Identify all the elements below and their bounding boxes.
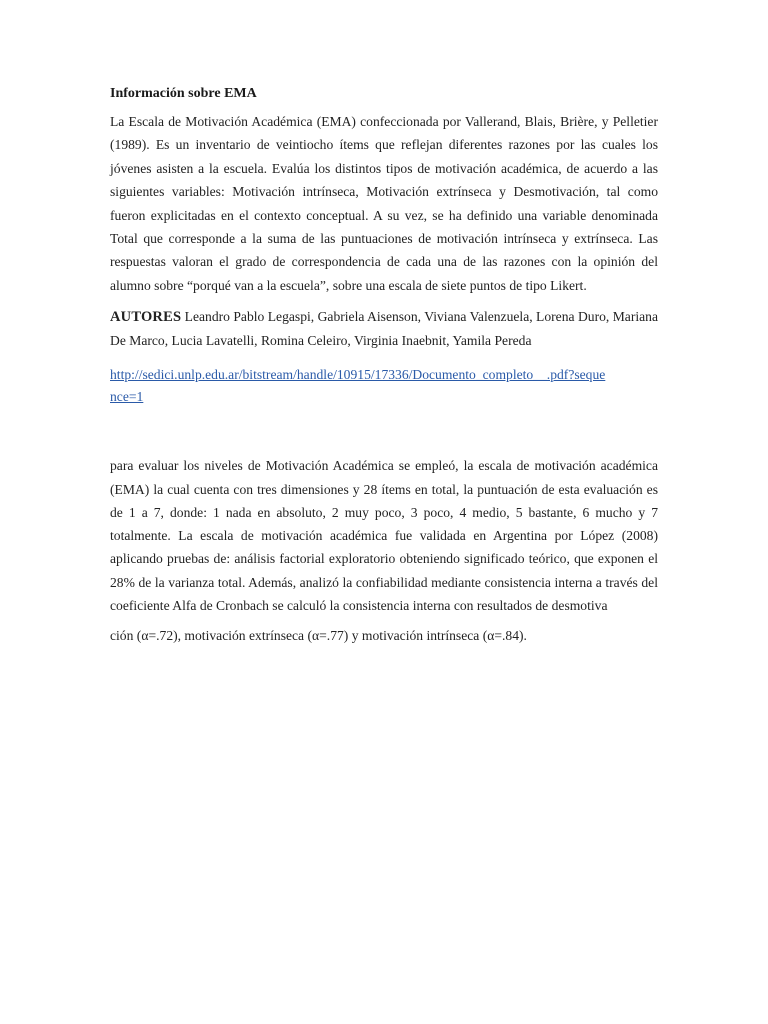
blank-space: [110, 408, 658, 454]
reliability-line: ción (α=.72), motivación extrínseca (α=.77) y motivación intrínseca (α=.84).: [110, 628, 527, 644]
evaluation-paragraph: para evaluar los niveles de Motivación Académica se empleó, la escala de motivación académica (EMA) la cual cuenta con tres dimensiones y 28 ítems en total, la puntuación de esta evaluación es de 1 a 7, donde: 1 nada en absoluto, 2 muy poco, 3 poco, 4 medio, 5 bastante, 6 mucho y 7 totalmente. La escala de motivación académica fue validada en Argentina por López (2008) aplicando pruebas de: análisis factorial exploratorio obteniendo significado teórico, que exponen el 28% de la varianza total. Además, analizó la confiabilidad mediante consistencia interna a través del coeficiente Alfa de Cronbach se calculó la consistencia interna con resultados de desmotiva: [110, 458, 658, 614]
authors-list: Leandro Pablo Legaspi, Gabriela Aisenson, Viviana Valenzuela, Lorena Duro, Mariana De Marco, Lucia Lavatelli, Romina Celeiro, Virginia Inaebnit, Yamila Pereda: [110, 309, 658, 349]
document-body: [110, 84, 658, 647]
intro-paragraph: La Escala de Motivación Académica (EMA) confeccionada por Vallerand, Blais, Brière, y Pelletier (1989). Es un inventario de veintiocho ítems que reflejan diferentes razones por las cuales los jóvenes asisten a la escuela. Evalúa los distintos tipos de motivación académica, de acuerdo a las siguientes variables: Motivación intrínseca, Motivación extrínseca y Desmotivación, tal como fueron explicitadas en el contexto conceptual. A su vez, se ha definido una variable denominada Total que corresponde a la suma de las puntuaciones de motivación intrínseca y extrínseca. Las respuestas valoran el grado de correspondencia de cada una de las razones con la opinión del alumno sobre “porqué van a la escuela”, sobre una escala de siete puntos de tipo Likert.: [110, 114, 658, 293]
authors-label: AUTORES: [110, 309, 182, 326]
section-heading: Información sobre EMA: [110, 86, 257, 101]
authors-paragraph: [110, 305, 658, 352]
source-link[interactable]: http://sedici.unlp.edu.ar/bitstream/handle/10915/17336/Documento_completo__.pdf?sequence=1: [110, 367, 606, 405]
